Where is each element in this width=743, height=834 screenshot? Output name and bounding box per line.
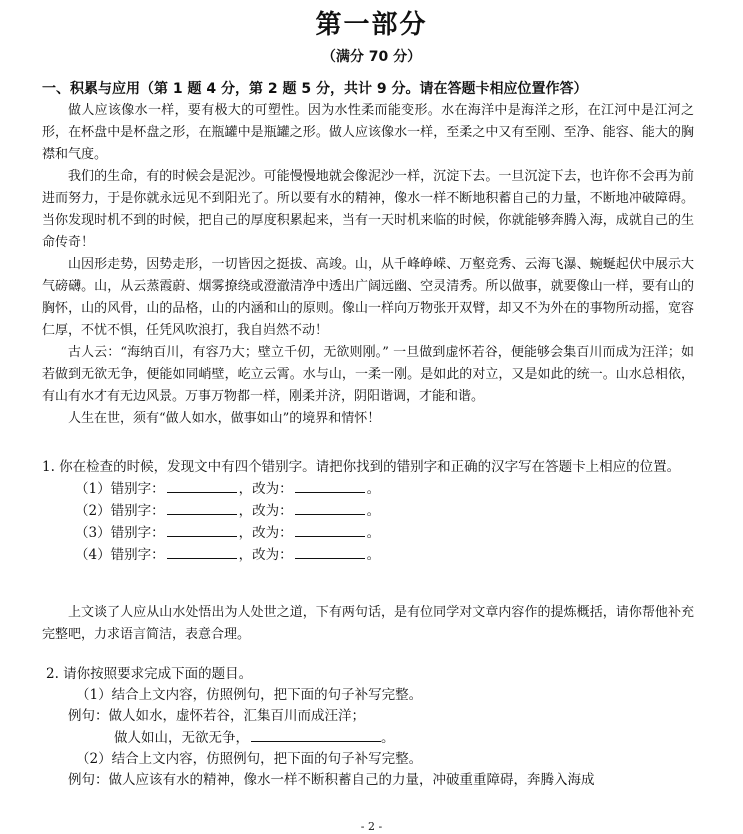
row-number: （4） [75, 547, 111, 563]
sub-question-2: （2）结合上文内容，仿照例句，把下面的句子补写完整。 [76, 751, 423, 767]
sub-question-1: （1）结合上文内容，仿照例句，把下面的句子补写完整。 [76, 687, 423, 703]
essay-paragraph: 人生在世，须有“做人如水，做事如山”的境界和情怀！ [68, 411, 381, 426]
essay-paragraph: 古人云：“海纳百川，有容乃大；壁立千仞，无欲则刚。” 一旦做到虚怀若谷，便能够会集百川而成为汪洋；如若做到无欲无争，便能如同峭壁，屹立云霄。水与山，一柔一刚。是如此的对立，又是如此的统一。山水总相依，有山有水才有无边风景。万事万物都一样，刚柔并济，阴阳谐调，才能和谐。 [42, 345, 694, 404]
correct-char-label: ，改为： [238, 481, 293, 497]
row-number: （1） [75, 481, 111, 497]
row-end: 。 [366, 503, 381, 519]
row-number: （2） [75, 503, 111, 519]
fill-end: 。 [381, 730, 395, 746]
wrong-char-label: 错别字： [110, 481, 165, 497]
question-1 [42, 457, 694, 566]
essay-paragraph: 做人应该像水一样，要有极大的可塑性。因为水性柔而能变形。水在海洋中是海洋之形，在江河中是江河之形，在杯盘中是杯盘之形，在瓶罐中是瓶罐之形。做人应该像水一样，至柔之中又有至刚、至净、能容、能大的胸襟和气度。 [42, 103, 694, 162]
correct-char-blank[interactable] [295, 522, 365, 537]
wrong-char-blank[interactable] [167, 544, 237, 559]
row-end: 。 [366, 481, 381, 497]
essay-paragraph: 我们的生命，有的时候会是泥沙。可能慢慢地就会像泥沙一样，沉淀下去。一旦沉淀下去，也许你不会再为前进而努力，于是你就永远见不到阳光了。所以要有水的精神，像水一样不断地积蓄自己的力量，不断地冲破障碍。当你发现时机不到的时候，把自己的厚度积累起来，当有一天时机来临的时候，你就能够奔腾入海，成就自己的生命传奇！ [42, 169, 694, 250]
question-2 [46, 664, 706, 791]
answer-row [42, 478, 694, 500]
example-sentence-1: 例句：做人如水，虚怀若谷，汇集百川而成汪洋； [68, 708, 365, 724]
wrong-char-blank[interactable] [167, 500, 237, 515]
question-2-intro [42, 602, 694, 646]
answer-row [42, 522, 694, 544]
score-subtitle: （满分 70 分） [321, 49, 422, 65]
correct-char-label: ，改为： [238, 547, 293, 563]
correct-char-label: ，改为： [238, 503, 293, 519]
page-title: 第一部分 [315, 10, 428, 40]
answer-row [42, 500, 694, 522]
question-2-stem: 2. 请你按照要求完成下面的题目。 [46, 666, 253, 682]
section-heading: 一、积累与应用（第 1 题 4 分，第 2 题 5 分，共计 9 分。请在答题卡相应位置作答） [42, 81, 588, 97]
wrong-char-blank[interactable] [167, 478, 237, 493]
row-end: 。 [366, 547, 381, 563]
wrong-char-label: 错别字： [110, 547, 165, 563]
intro-paragraph: 上文谈了人应从山水处悟出为人处世之道，下有两句话，是有位同学对文章内容作的提炼概括，请你帮他补充完整吧，力求语言简洁，表意合理。 [42, 605, 694, 642]
row-number: （3） [75, 525, 111, 541]
row-end: 。 [366, 525, 381, 541]
correct-char-blank[interactable] [295, 478, 365, 493]
answer-row [42, 544, 694, 566]
essay-passage [42, 100, 694, 430]
correct-char-label: ，改为： [238, 525, 293, 541]
correct-char-blank[interactable] [295, 544, 365, 559]
wrong-char-label: 错别字： [110, 503, 165, 519]
fill-prefix: 做人如山，无欲无争， [114, 730, 249, 746]
example-sentence-2: 例句：做人应该有水的精神，像水一样不断积蓄自己的力量，冲破重重障碍，奔腾入海成 [68, 772, 595, 788]
question-1-stem: 1. 你在检查的时候，发现文中有四个错别字。请把你找到的错别字和正确的汉字写在答题卡上相应的位置。 [42, 459, 681, 475]
wrong-char-label: 错别字： [110, 525, 165, 541]
fill-blank[interactable] [251, 727, 381, 742]
wrong-char-blank[interactable] [167, 522, 237, 537]
correct-char-blank[interactable] [295, 500, 365, 515]
essay-paragraph: 山因形走势，因势走形，一切皆因之挺拔、高竣。山，从千峰峥嵘、万壑竞秀、云海飞瀑、蜿蜒起伏中展示大气磅礴。山，从云蒸霞蔚、烟雾撩绕或澄澈清净中透出广阔远幽、空灵清秀。所以做事，就要像山一样，要有山的胸怀，山的风骨，山的品格，山的内涵和山的原则。像山一样向万物张开双臂，却又不为外在的事物所动摇，宽容仁厚，不忧不惧，任凭风吹浪打，我自岿然不动！ [42, 257, 694, 338]
page-number: - 2 - [360, 820, 383, 833]
fill-line-1 [46, 727, 706, 749]
